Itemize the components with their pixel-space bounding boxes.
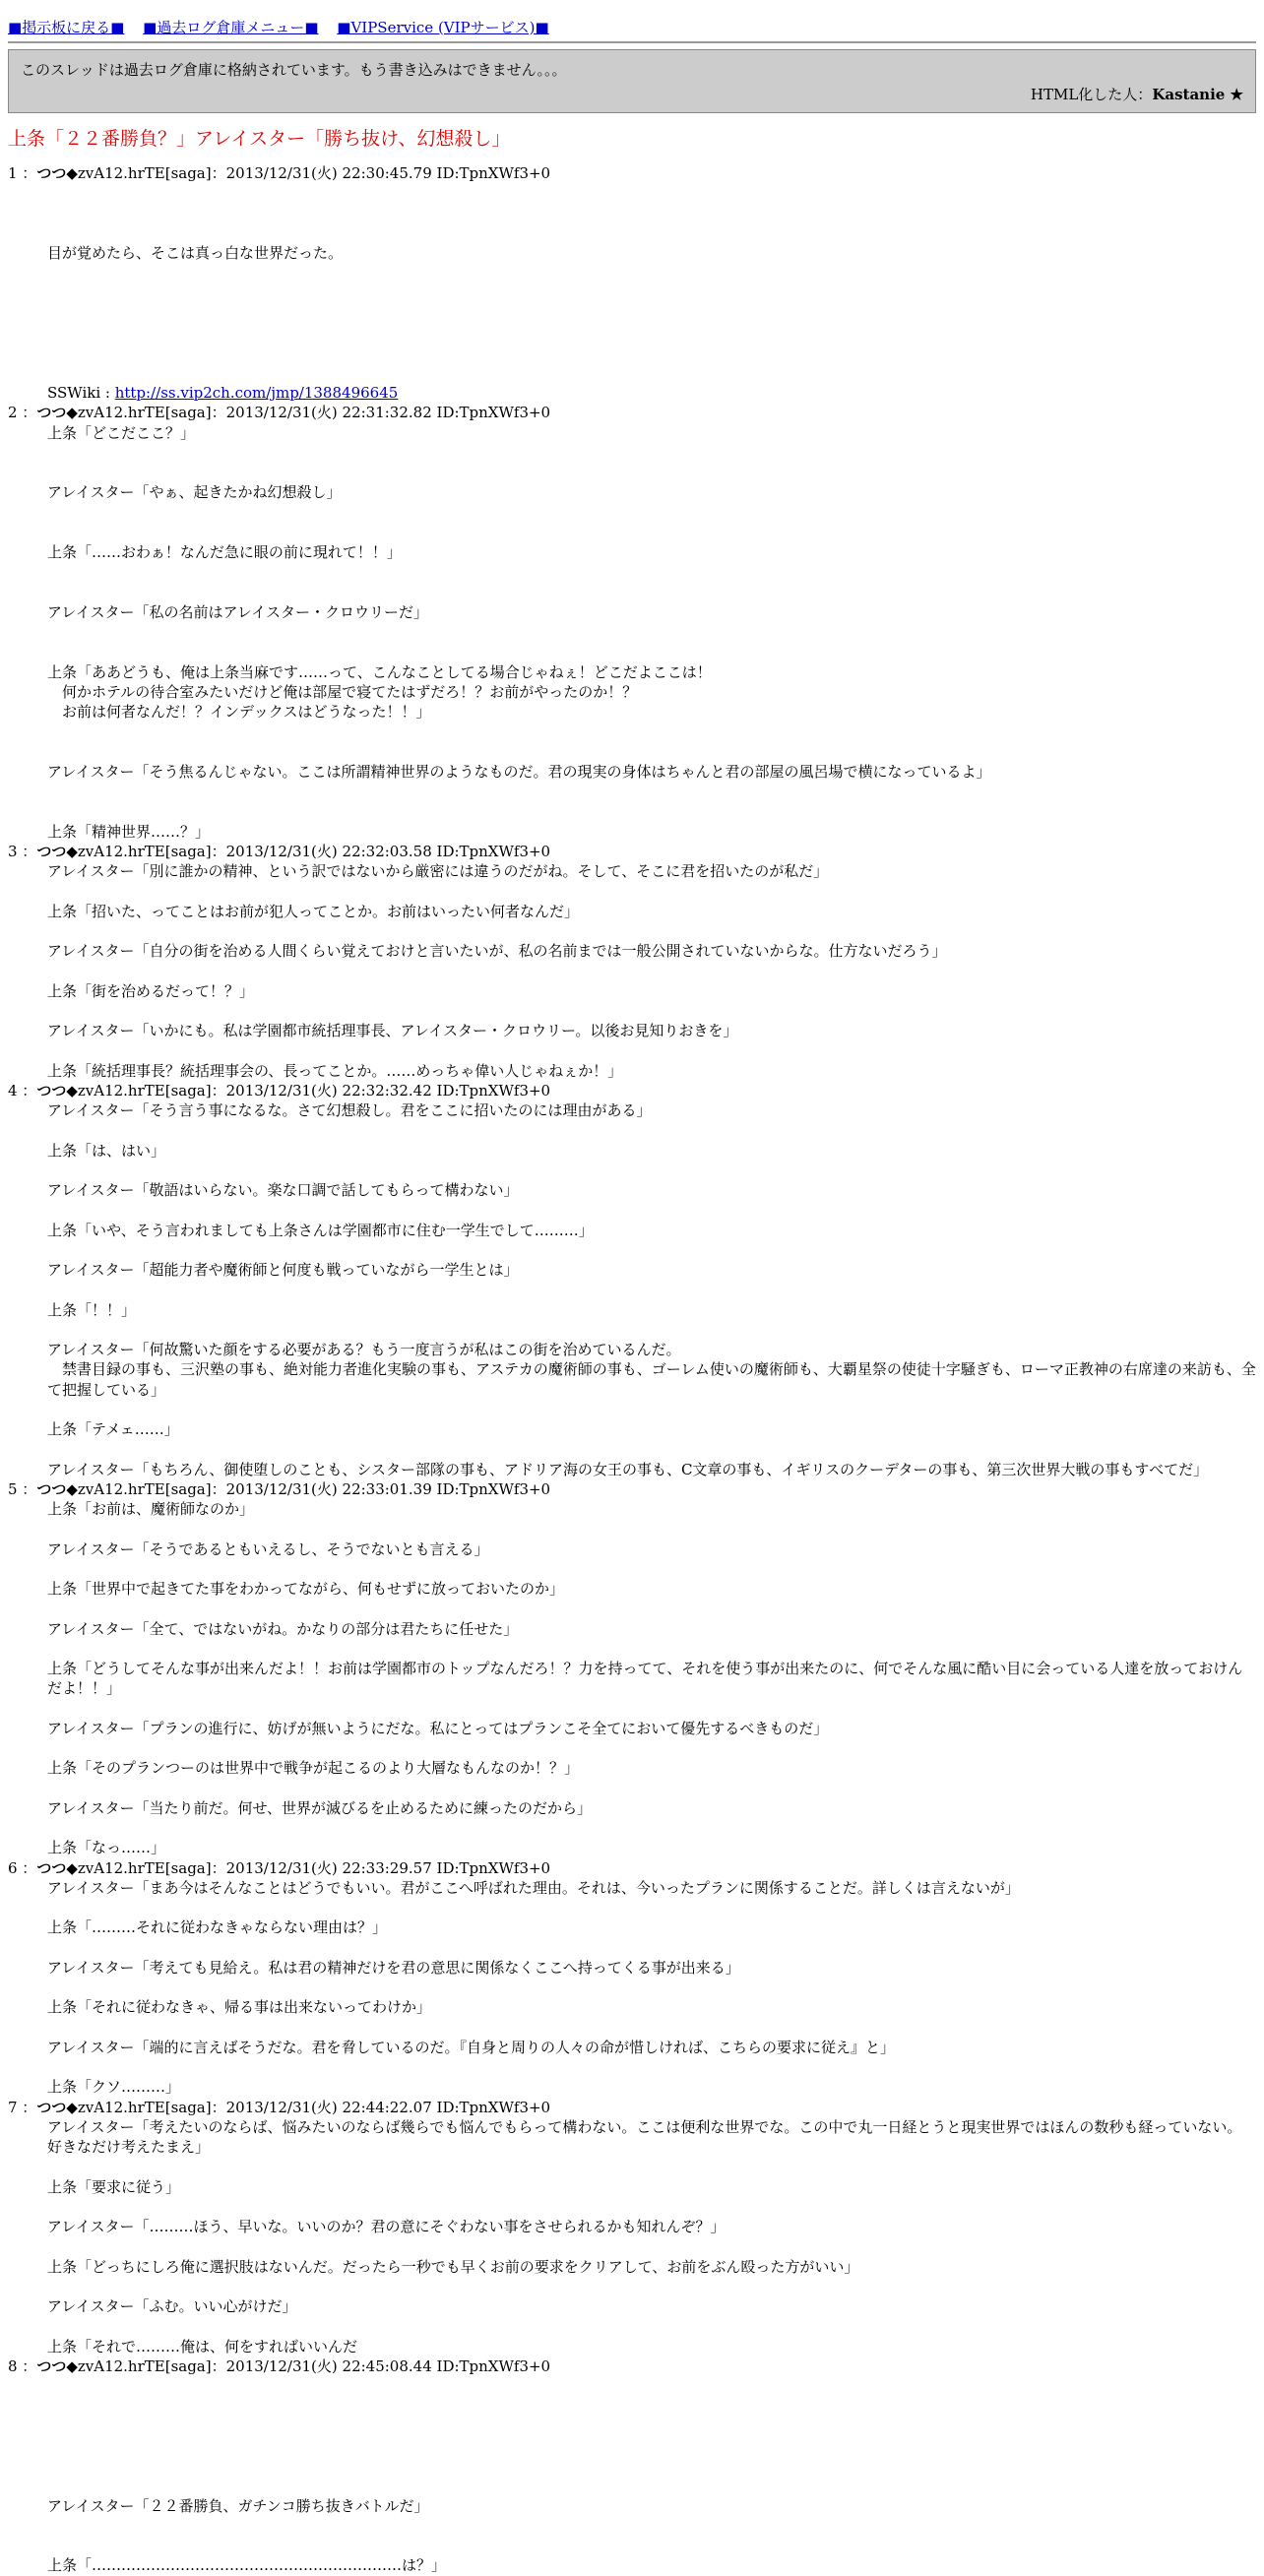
credit-name: Kastanie ★ bbox=[1152, 85, 1243, 103]
post-number: 1 ： bbox=[8, 164, 37, 183]
post-header bbox=[8, 2356, 1256, 2376]
post-body bbox=[47, 423, 1256, 842]
post-header bbox=[8, 1081, 1256, 1100]
post-body bbox=[47, 2117, 1256, 2356]
notice-message: このスレッドは過去ログ倉庫に格納されています。もう書き込みはできません。。。 bbox=[21, 61, 567, 80]
sswiki-label: SSWiki : bbox=[47, 384, 115, 403]
post-number: 3 ： bbox=[8, 842, 37, 860]
post-author: つつ bbox=[36, 404, 67, 422]
post-number: 4 ： bbox=[8, 1081, 37, 1100]
archive-notice bbox=[8, 49, 1256, 113]
post bbox=[8, 163, 1256, 403]
post-meta: ◆zvA12.hrTE[saga]：2013/12/31(火) 22:44:22.07 ID:TpnXWf3+0 bbox=[66, 2098, 551, 2116]
post-text: アレイスター「２２番勝負、ガチンコ勝ち抜きバトルだ」 上条「………………………………………………………は？」 bbox=[47, 2496, 447, 2575]
post-number: 6 ： bbox=[8, 1858, 37, 1877]
post-text: アレイスター「別に誰かの精神、という訳ではないから厳密には違うのだがね。そして、そこに君を招いたのが私だ」 上条「招いた、ってことはお前が犯人ってことか。お前はいったい何者なんだ」 アレイスター「自分の街を治める人間くらい覚えておけと言いたいが、私の名前までは一般公開されていないからな。仕方ないだろう」 上条「街を治めるだって！？」 アレイスター「いかにも。私は学園都市統括理事長、アレイスター・クロウリー。以後お見知りおきを」 上条「統括理事長？統括理事会の、長ってことか。……めっちゃ偉い人じゃねぇか！」 bbox=[47, 862, 947, 1080]
post-body bbox=[47, 1100, 1256, 1479]
post-author: つつ bbox=[36, 842, 67, 860]
credit-label: HTML化した人： bbox=[1030, 85, 1153, 103]
post-header bbox=[8, 842, 1256, 861]
post-meta: ◆zvA12.hrTE[saga]：2013/12/31(火) 22:31:32.82 ID:TpnXWf3+0 bbox=[66, 404, 551, 422]
post-number: 7 ： bbox=[8, 2098, 37, 2116]
thread-title: 上条「２２番勝負？」アレイスター「勝ち抜け、幻想殺し」 bbox=[8, 127, 511, 150]
post-meta: ◆zvA12.hrTE[saga]：2013/12/31(火) 22:33:29.57 ID:TpnXWf3+0 bbox=[66, 1858, 551, 1877]
post-number: 2 ： bbox=[8, 404, 37, 422]
post-meta: ◆zvA12.hrTE[saga]：2013/12/31(火) 22:32:32.42 ID:TpnXWf3+0 bbox=[66, 1081, 551, 1100]
post-meta: ◆zvA12.hrTE[saga]：2013/12/31(火) 22:30:45.79 ID:TpnXWf3+0 bbox=[66, 164, 551, 183]
post-text: アレイスター「考えたいのならば、悩みたいのならば幾らでも悩んでもらって構わない。ここは便利な世界でな。この中で丸一日経とうと現実世界ではほんの数秒も経っていない。好きなだけ考えたまえ」 上条「要求に従う」 アレイスター「………ほう、早いな。いいのか？君の意にそぐわない事をさせられるかも知れんぞ？」 上条「どっちにしろ俺に選択肢はないんだ。だったら一秒でも早くお前の要求をクリアして、お前をぶん殴った方がいい」 アレイスター「ふむ。いい心がけだ」 上条「それで………俺は、何をすればいいんだ bbox=[47, 2117, 1242, 2356]
top-nav bbox=[8, 18, 1256, 37]
post-header bbox=[8, 2098, 1256, 2117]
post-author: つつ bbox=[36, 1479, 67, 1498]
divider bbox=[8, 41, 1256, 43]
post bbox=[8, 1858, 1256, 2098]
post-number: 8 ： bbox=[8, 2356, 37, 2375]
post bbox=[8, 403, 1256, 842]
post-author: つつ bbox=[36, 2356, 67, 2375]
post-text: 上条「お前は、魔術師なのか」 アレイスター「そうであるともいえるし、そうでないとも言える」 上条「世界中で起きてた事をわかってながら、何もせずに放っておいたのか」 アレイスター「全て、ではないがね。かなりの部分は君たちに任せた」 上条「どうしてそんな事が出来んだよ！！お前は学園都市のトップなんだろ！？力を持ってて、それを使う事が出来たのに、何でそんな風に酷い目に会っている人達を放っておけんだよ！！」 アレイスター「プランの進行に、妨げが無いようにだな。私にとってはプランこそ全てにおいて優先するべきものだ」 上条「そのプランつーのは世界中で戦争が起こるのより大層なもんなのか！？」 アレイスター「当たり前だ。何せ、世界が滅びるを止めるために練ったのだから」 上条「なっ……」 bbox=[47, 1500, 1243, 1857]
post-header bbox=[8, 1858, 1256, 1878]
post-meta: ◆zvA12.hrTE[saga]：2013/12/31(火) 22:33:01.39 ID:TpnXWf3+0 bbox=[66, 1479, 551, 1498]
post bbox=[8, 1081, 1256, 1479]
post-text: 上条「どこだここ？」 アレイスター「やぁ、起きたかね幻想殺し」 上条「……おわぁ！なんだ急に眼の前に現れて！！」 アレイスター「私の名前はアレイスター・クロウリーだ」 上条「ああどうも、俺は上条当麻です……って、こんなことしてる場合じゃねぇ！どこだよここは！ 何かホテルの待合室みたいだけど俺は部屋で寝てたはずだろ！？お前がやったのか！？ お前は何者なんだ！？インデックスはどうなった！！」 アレイスター「そう焦るんじゃない。ここは所謂精神世界のようなものだ。君の現実の身体はちゃんと君の部屋の風呂場で横になっているよ」 上条「精神世界……？」 bbox=[47, 423, 991, 841]
post-author: つつ bbox=[36, 1081, 67, 1100]
post-body bbox=[47, 861, 1256, 1081]
post-list bbox=[8, 163, 1256, 2575]
sswiki-link[interactable]: http://ss.vip2ch.com/jmp/1388496645 bbox=[114, 384, 399, 403]
post-text: 目が覚めたら、そこは真っ白な世界だった。 bbox=[47, 244, 344, 263]
post-header bbox=[8, 403, 1256, 422]
archive-menu-link[interactable]: ■過去ログ倉庫メニュー■ bbox=[143, 19, 319, 36]
post bbox=[8, 2356, 1256, 2576]
post-text: アレイスター「そう言う事になるな。さて幻想殺し。君をここに招いたのには理由がある」 上条「は、はい」 アレイスター「敬語はいらない。楽な口調で話してもらって構わない」 上条「いや、そう言われましても上条さんは学園都市に住む一学生でして………」 アレイスター「超能力者や魔術師と何度も戦っていながら一学生とは」 上条「！！」 アレイスター「何故驚いた顔をする必要がある？もう一度言うが私はこの街を治めているんだ。 禁書目録の事も、三沢塾の事も、絶対能力者進化実験の事も、アステカの魔術師の事も、ゴーレム使いの魔術師も、大覇星祭の使徒十字騒ぎも、ローマ正教神の右席達の来訪も、全て把握している」 上条「テメェ……」 アレイスター「もちろん、御使堕しのことも、シスター部隊の事も、アドリア海の女王の事も、C文章の事も、イギリスのクーデターの事も、第三次世界大戦の事もすべてだ」 bbox=[47, 1101, 1256, 1478]
post-body bbox=[47, 184, 1256, 404]
post-text: アレイスター「まあ今はそんなことはどうでもいい。君がここへ呼ばれた理由。それは、今いったプランに関係することだ。詳しくは言えないが」 上条「………それに従わなきゃならない理由は？」 アレイスター「考えても見給え。私は君の精神だけを君の意思に関係なくここへ持ってくる事が出来る」 上条「それに従わなきゃ、帰る事は出来ないってわけか」 アレイスター「端的に言えばそうだな。君を脅しているのだ。『自身と周りの人々の命が惜しければ、こちらの要求に従え』と」 上条「クソ………」 bbox=[47, 1878, 1020, 2097]
post bbox=[8, 842, 1256, 1081]
post-author: つつ bbox=[36, 1858, 67, 1877]
post bbox=[8, 2098, 1256, 2356]
post bbox=[8, 1479, 1256, 1858]
post-author: つつ bbox=[36, 2098, 67, 2116]
post-meta: ◆zvA12.hrTE[saga]：2013/12/31(火) 22:32:03.58 ID:TpnXWf3+0 bbox=[66, 842, 551, 860]
post-body bbox=[47, 1878, 1256, 2098]
post-body bbox=[47, 2376, 1256, 2576]
post-body bbox=[47, 1499, 1256, 1858]
post-header bbox=[8, 1479, 1256, 1499]
post-number: 5 ： bbox=[8, 1479, 37, 1498]
vipservice-link[interactable]: ■VIPService (VIPサービス)■ bbox=[337, 19, 549, 36]
post-author: つつ bbox=[36, 164, 67, 183]
post-meta: ◆zvA12.hrTE[saga]：2013/12/31(火) 22:45:08.44 ID:TpnXWf3+0 bbox=[66, 2356, 551, 2375]
notice-credit bbox=[21, 85, 1243, 104]
back-to-board-link[interactable]: ■掲示板に戻る■ bbox=[8, 19, 125, 36]
post-header bbox=[8, 163, 1256, 183]
